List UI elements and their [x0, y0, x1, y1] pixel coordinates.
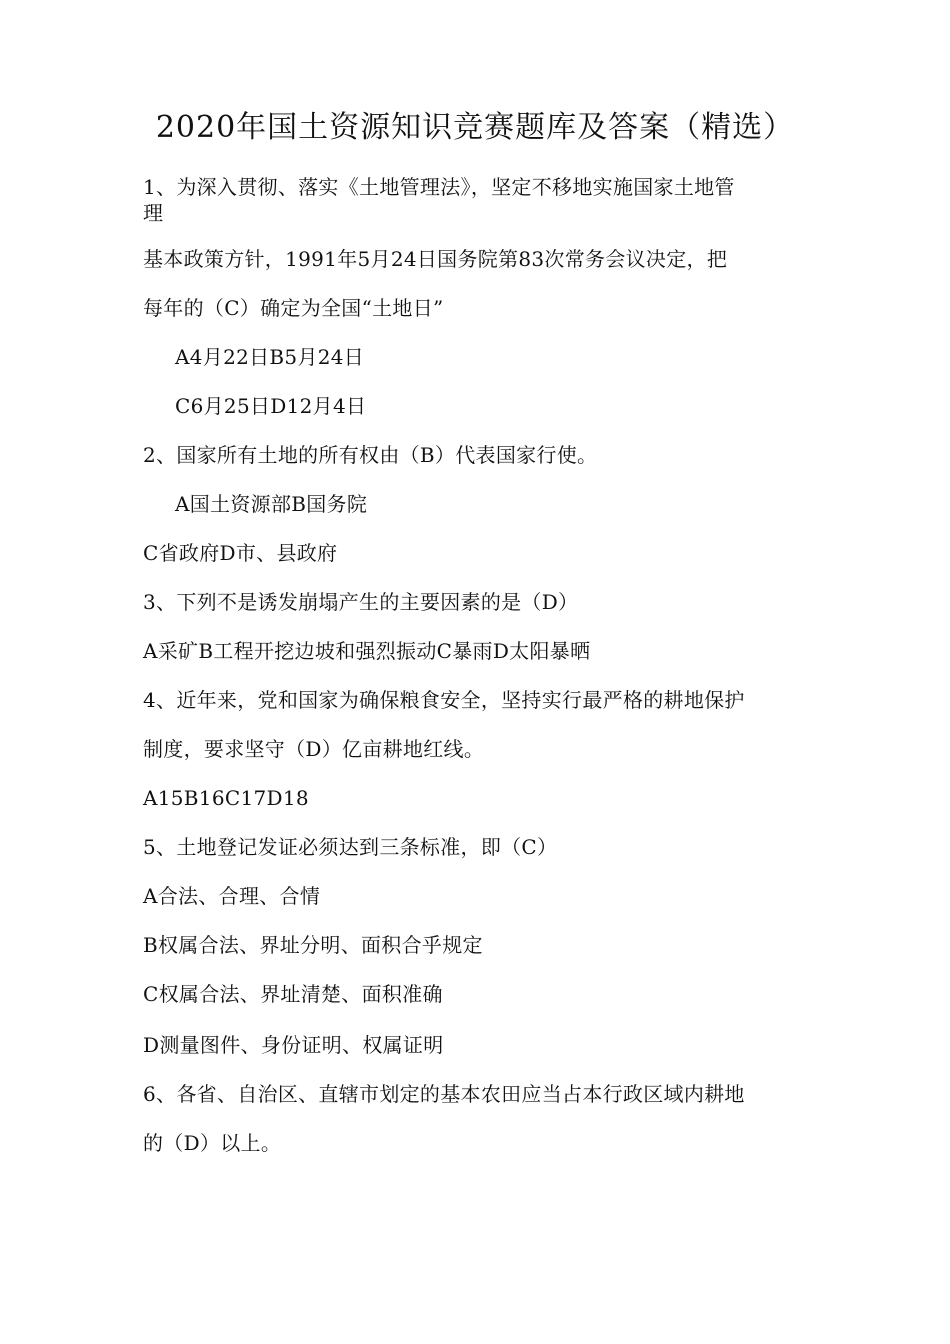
q1-text-line-1: 1、为深入贯彻、落实《土地管理法》，坚定不移地实施国家土地管: [143, 175, 735, 199]
q1-options-ab: A4月22日B5月24日: [175, 345, 365, 369]
q4-text-line-1: 4、近年来，党和国家为确保粮食安全，坚持实行最严格的耕地保护: [143, 688, 745, 712]
q1-text-line-4: 每年的（C）确定为全国“土地日”: [143, 296, 444, 320]
q1-text-line-2: 理: [143, 201, 164, 225]
q4-text-line-2: 制度，要求坚守（D）亿亩耕地红线。: [143, 737, 485, 761]
q5-option-b: B权属合法、界址分明、面积合乎规定: [143, 933, 483, 957]
q5-option-d: D测量图件、身份证明、权属证明: [143, 1033, 444, 1057]
q1-text-line-3: 基本政策方针，1991年5月24日国务院第83次常务会议决定，把: [143, 247, 728, 271]
q2-options-ab: A国土资源部B国务院: [175, 492, 368, 516]
q3-options: A采矿B工程开挖边坡和强烈振动C暴雨D太阳暴晒: [143, 639, 591, 663]
q6-text-line-1: 6、各省、自治区、直辖市划定的基本农田应当占本行政区域内耕地: [143, 1082, 745, 1106]
q2-text: 2、国家所有土地的所有权由（B）代表国家行使。: [143, 443, 598, 467]
document-title: 2020年国土资源知识竞赛题库及答案（精选）: [155, 110, 795, 145]
q6-text-line-2: 的（D）以上。: [143, 1131, 282, 1155]
q5-text: 5、土地登记发证必须达到三条标准，即（C）: [143, 835, 558, 859]
q5-option-a: A合法、合理、合情: [143, 884, 321, 908]
q2-options-cd: C省政府D市、县政府: [143, 541, 338, 565]
q3-text: 3、下列不是诱发崩塌产生的主要因素的是（D）: [143, 590, 579, 614]
q4-options: A15B16C17D18: [143, 786, 309, 810]
q1-options-cd: C6月25日D12月4日: [175, 394, 367, 418]
q5-option-c: C权属合法、界址清楚、面积准确: [143, 982, 443, 1006]
